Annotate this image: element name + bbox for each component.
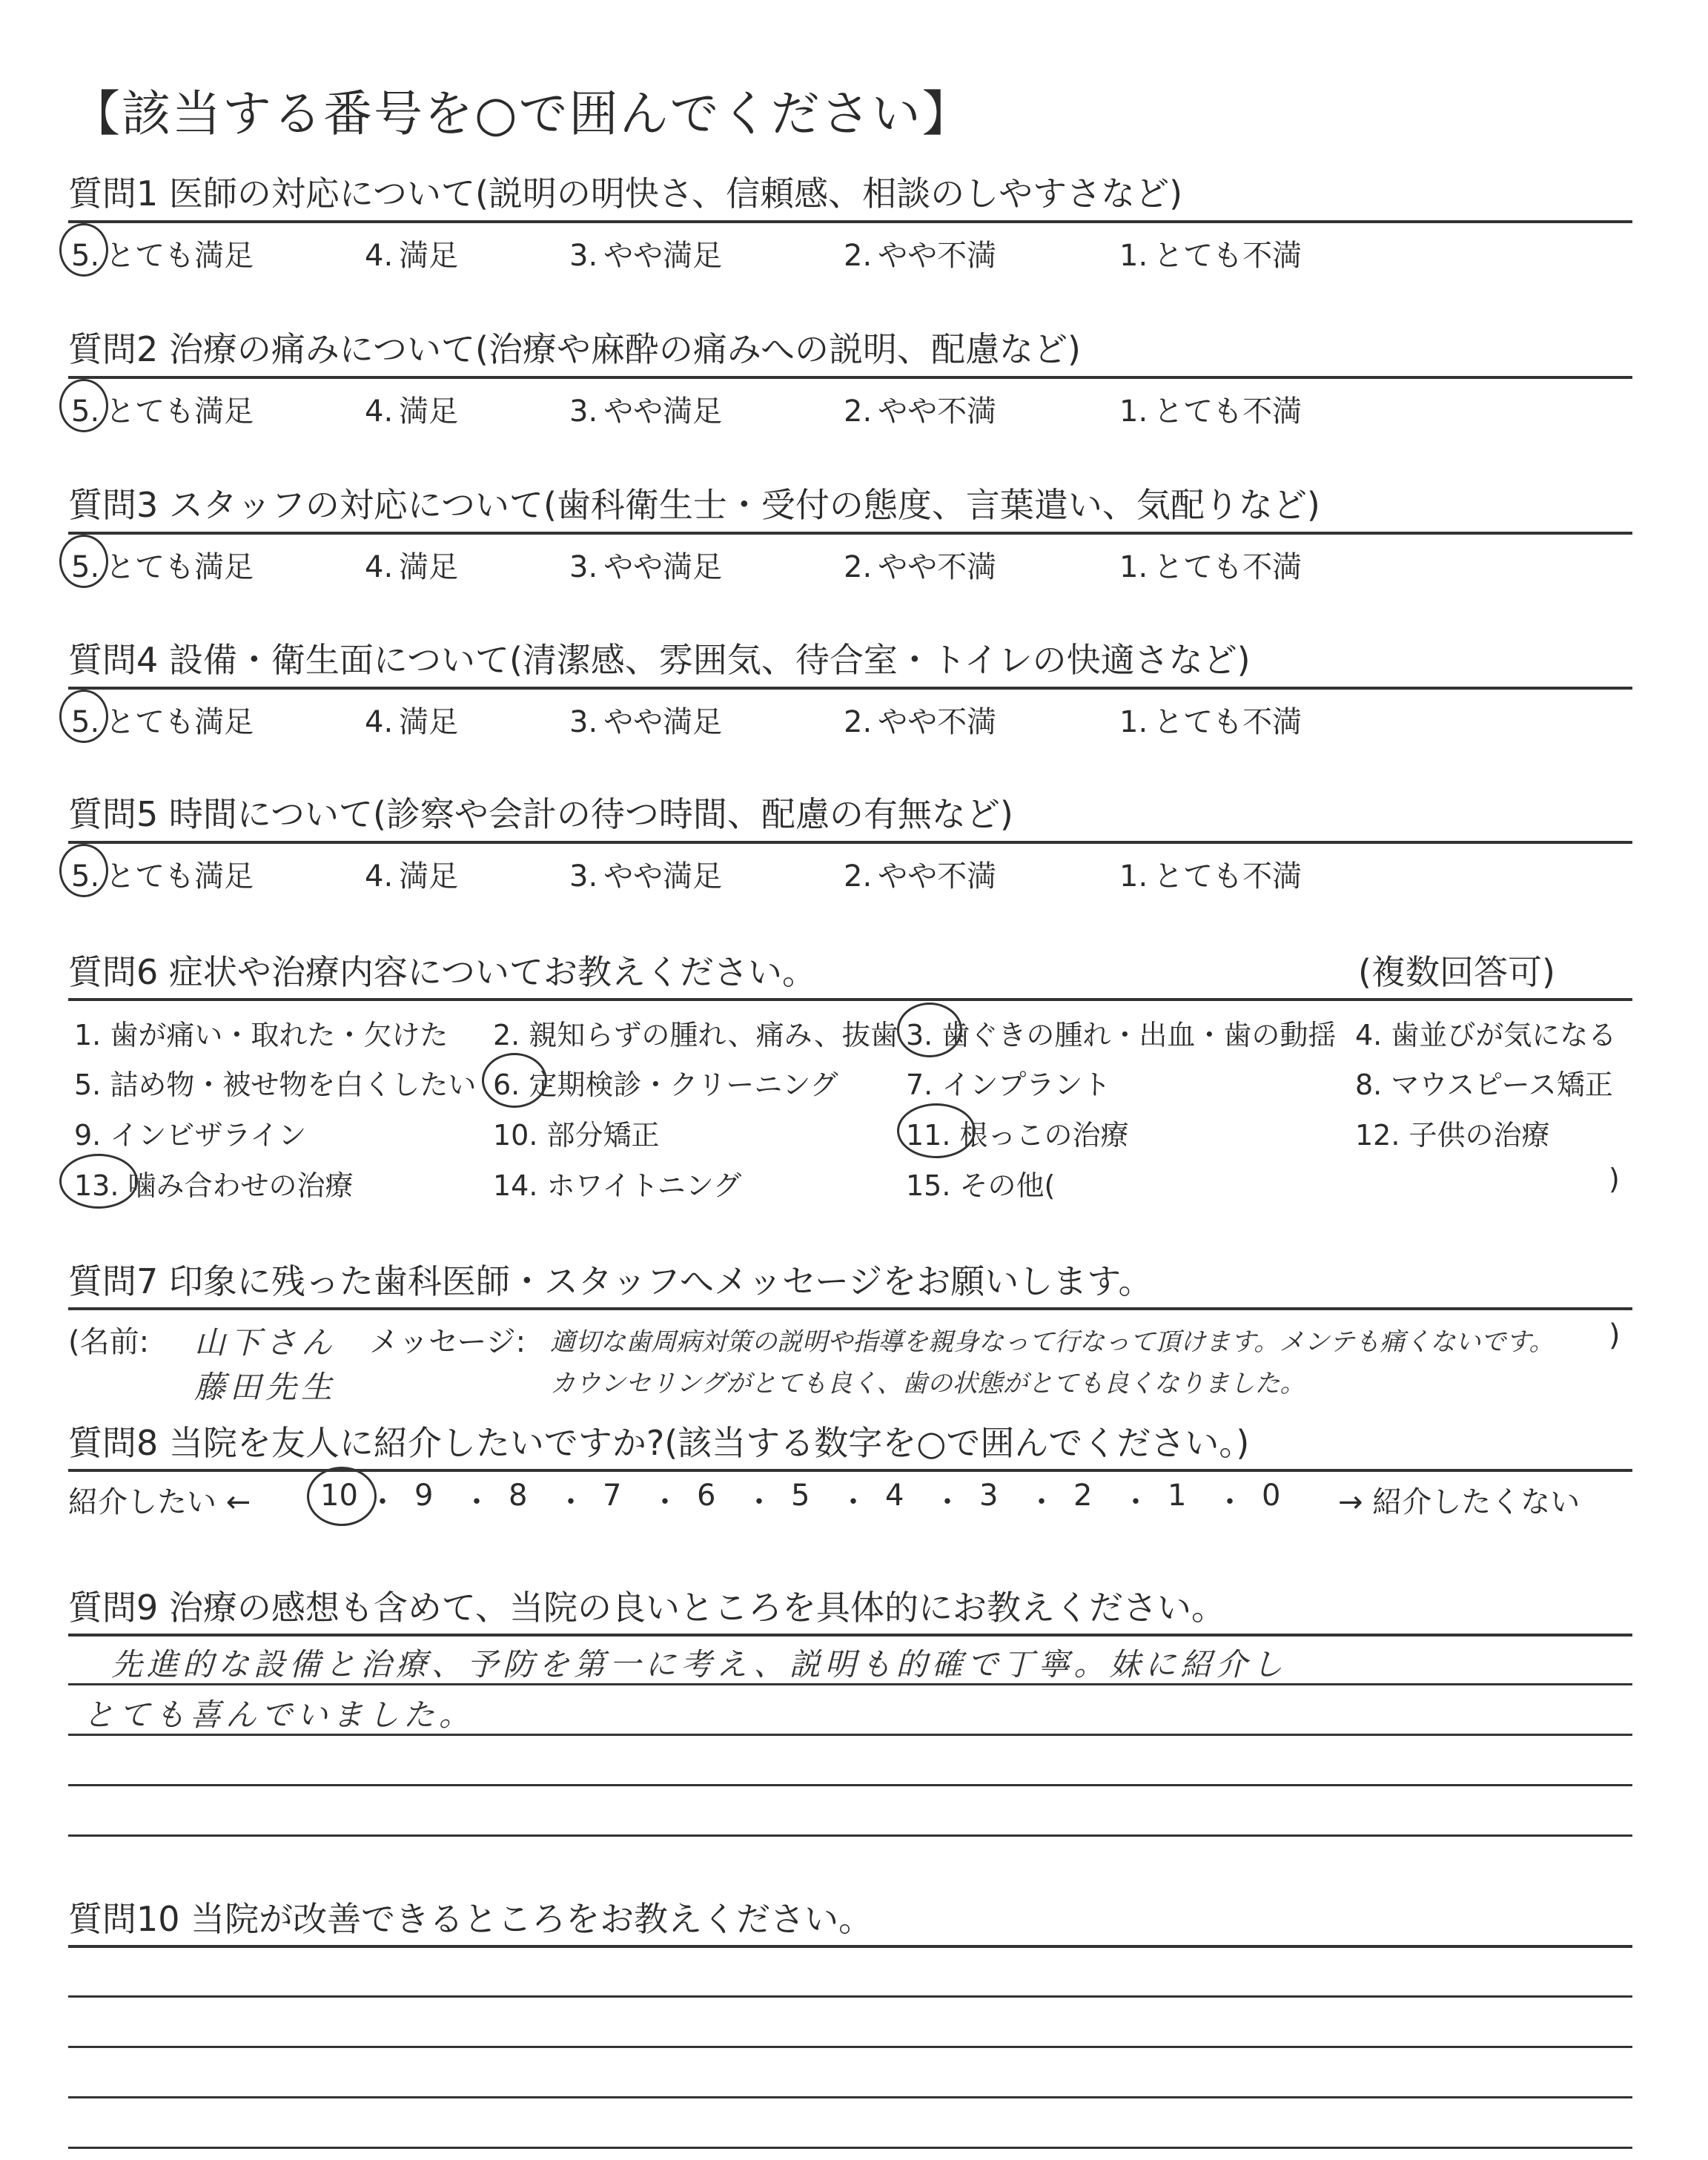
rating-option[interactable]: [844, 388, 996, 430]
q6-selection-circle: [482, 1053, 547, 1108]
q7-message-label: メッセージ:: [369, 1325, 526, 1359]
rating-option-label: やや不満: [878, 394, 997, 429]
rating-option[interactable]: [844, 544, 996, 586]
rating-option-number: 4.: [365, 239, 394, 273]
q5-selection-circle: [59, 844, 108, 897]
rating-option-label: 満足: [399, 394, 459, 429]
q4-selection-circle: [59, 690, 108, 743]
rating-option-label: とても不満: [1153, 859, 1302, 894]
q7-name-handwritten: 藤田先生: [194, 1369, 337, 1405]
q1-selection-circle: [59, 223, 108, 277]
rating-option[interactable]: [569, 388, 722, 430]
rating-option[interactable]: [1119, 388, 1302, 430]
q8-scale-value[interactable]: 2: [1073, 1479, 1093, 1513]
rating-option-label: やや満足: [603, 239, 723, 273]
q6-option[interactable]: 14. ホワイトニング: [493, 1169, 742, 1202]
q4-rule: [68, 687, 1632, 690]
q8-scale-value[interactable]: 3: [979, 1479, 999, 1513]
rating-option[interactable]: [365, 853, 458, 895]
q8-scale-separator: ・: [744, 1485, 774, 1519]
rating-option[interactable]: [569, 232, 722, 274]
q8-scale-value[interactable]: 10: [320, 1479, 358, 1513]
q10-answer-rule: [68, 2096, 1632, 2098]
rating-option-number: 3.: [569, 550, 598, 584]
q7-message-handwritten: 適切な歯周病対策の説明や指導を親身なって行なって頂けます。メンテも痛くないです。: [550, 1327, 1555, 1357]
rating-option-label: 満足: [399, 550, 459, 584]
q6-option[interactable]: 9. インビザライン: [74, 1119, 307, 1152]
q8-scale-separator: ・: [650, 1485, 680, 1519]
rating-option-number: 1.: [1119, 394, 1148, 429]
rating-option-number: 5.: [71, 705, 100, 739]
q7-message-handwritten: カウンセリングがとても良く、歯の状態がとても良くなりました。: [550, 1369, 1305, 1398]
rating-option-number: 2.: [844, 859, 873, 894]
rating-option[interactable]: [1119, 232, 1302, 274]
rating-option-label: とても不満: [1153, 550, 1302, 584]
rating-option[interactable]: [844, 853, 996, 895]
rating-option-number: 2.: [844, 550, 873, 584]
q8-scale-separator: ・: [1215, 1485, 1245, 1519]
q6-option[interactable]: 12. 子供の治療: [1355, 1119, 1550, 1152]
q4-title: 質問4 設備・衛生面について(清潔感、雰囲気、待合室・トイレの快適さなど): [68, 640, 1251, 680]
rating-option-label: とても不満: [1153, 705, 1302, 739]
q8-right-label: → 紹介したくない: [1338, 1485, 1580, 1519]
q6-rule: [68, 998, 1632, 1001]
rating-option-number: 4.: [365, 394, 394, 429]
q8-scale-separator: ・: [933, 1485, 962, 1519]
q5-rule: [68, 841, 1632, 844]
q3-selection-circle: [59, 535, 108, 588]
q10-title: 質問10 当院が改善できるところをお教えください。: [68, 1899, 873, 1939]
q6-option[interactable]: 2. 親知らずの腫れ、痛み、抜歯: [493, 1019, 898, 1051]
q6-option[interactable]: 7. インプラント: [906, 1069, 1111, 1101]
rating-option[interactable]: [365, 232, 458, 274]
rating-option-number: 1.: [1119, 239, 1148, 273]
q8-scale-separator: ・: [838, 1485, 868, 1519]
rating-option-number: 2.: [844, 239, 873, 273]
q6-option[interactable]: 8. マウスピース矯正: [1355, 1069, 1613, 1101]
q8-scale-value[interactable]: 6: [697, 1479, 716, 1513]
q8-scale-separator: ・: [462, 1485, 491, 1519]
q2-title: 質問2 治療の痛みについて(治療や麻酔の痛みへの説明、配慮など): [68, 329, 1081, 369]
rating-option-label: とても不満: [1153, 394, 1302, 429]
q8-scale-value[interactable]: 4: [885, 1479, 904, 1513]
rating-option-number: 4.: [365, 550, 394, 584]
q10-rule: [68, 1945, 1632, 1948]
rating-option-number: 3.: [569, 394, 598, 429]
rating-option-number: 1.: [1119, 550, 1148, 584]
rating-option-label: とても満足: [105, 705, 254, 739]
q6-option-selected[interactable]: 6. 定期検診・クリーニング: [493, 1069, 838, 1101]
q6-note: (複数回答可): [1358, 952, 1555, 992]
rating-option-label: 満足: [399, 705, 459, 739]
q1-title: 質問1 医師の対応について(説明の明快さ、信頼感、相談のしやすさなど): [68, 174, 1183, 214]
rating-option[interactable]: [569, 544, 722, 586]
rating-option-label: とても満足: [105, 394, 254, 429]
q9-answer-rule: [68, 1784, 1632, 1786]
q8-selection-circle: [307, 1467, 377, 1526]
rating-option-number: 1.: [1119, 859, 1148, 894]
rating-option-number: 4.: [365, 705, 394, 739]
rating-option-number: 5.: [71, 239, 100, 273]
q8-left-label: 紹介したい ←: [68, 1485, 251, 1519]
rating-option-label: やや不満: [878, 239, 997, 273]
rating-option-label: やや満足: [603, 394, 723, 429]
rating-option-label: とても満足: [105, 239, 254, 273]
rating-option-number: 3.: [569, 239, 598, 273]
q6-option[interactable]: 15. その他(: [906, 1169, 1056, 1202]
q7-name-label: (名前:: [68, 1325, 150, 1359]
rating-option[interactable]: [365, 388, 458, 430]
q6-selection-circle: [897, 1003, 962, 1057]
rating-option-number: 1.: [1119, 705, 1148, 739]
q1-rule: [68, 220, 1632, 223]
rating-option[interactable]: [569, 698, 722, 741]
q8-rule: [68, 1469, 1632, 1472]
q8-scale-separator: ・: [1027, 1485, 1056, 1519]
rating-option[interactable]: [1119, 853, 1302, 895]
q10-answer-rule: [68, 2147, 1632, 2149]
rating-option-number: 5.: [71, 859, 100, 894]
rating-option[interactable]: [569, 853, 722, 895]
rating-option-label: 満足: [399, 859, 459, 894]
q8-scale-separator: ・: [1121, 1485, 1151, 1519]
q6-option[interactable]: 1. 歯が痛い・取れた・欠けた: [74, 1019, 448, 1051]
q6-option[interactable]: 5. 詰め物・被せ物を白くしたい: [74, 1069, 477, 1101]
rating-option[interactable]: [365, 698, 458, 741]
q6-other-close-paren: ): [1609, 1163, 1620, 1195]
rating-option[interactable]: [844, 698, 996, 741]
q9-answer-rule: [68, 1683, 1632, 1685]
q6-selection-circle: [59, 1154, 138, 1209]
q3-rule: [68, 532, 1632, 535]
q7-rule: [68, 1307, 1632, 1310]
q9-answer-rule: [68, 1734, 1632, 1736]
rating-option[interactable]: [1119, 544, 1302, 586]
q9-answer-line: 先進的な設備と治療、予防を第一に考え、説明も的確で丁寧。妹に紹介し: [111, 1646, 1288, 1682]
q6-title: 質問6 症状や治療内容についてお教えください。: [68, 952, 816, 992]
q9-answer-rule: [68, 1834, 1632, 1837]
q3-title: 質問3 スタッフの対応について(歯科衛生士・受付の態度、言葉遣い、気配りなど): [68, 485, 1320, 525]
q9-title: 質問9 治療の感想も含めて、当院の良いところを具体的にお教えください。: [68, 1588, 1225, 1628]
q5-title: 質問5 時間について(診察や会計の待つ時間、配慮の有無など): [68, 794, 1013, 834]
q8-scale-separator: ・: [556, 1485, 586, 1519]
q8-scale-value[interactable]: 0: [1262, 1479, 1281, 1513]
rating-option-label: とても満足: [105, 859, 254, 894]
q8-scale-value[interactable]: 9: [414, 1479, 434, 1513]
q6-option[interactable]: 10. 部分矯正: [493, 1119, 660, 1152]
rating-option-label: とても満足: [105, 550, 254, 584]
rating-option[interactable]: [844, 232, 996, 274]
rating-option-label: やや満足: [603, 705, 723, 739]
rating-option-number: 5.: [71, 394, 100, 429]
q6-option[interactable]: 4. 歯並びが気になる: [1355, 1019, 1617, 1051]
q9-rule: [68, 1634, 1632, 1636]
q8-scale-value[interactable]: 1: [1168, 1479, 1187, 1513]
rating-option-label: やや不満: [878, 705, 997, 739]
q8-scale-separator: ・: [368, 1485, 397, 1519]
q6-option-selected[interactable]: 11. 根っこの治療: [906, 1119, 1129, 1152]
rating-option-number: 2.: [844, 705, 873, 739]
q2-rule: [68, 376, 1632, 379]
rating-option-number: 3.: [569, 859, 598, 894]
rating-option-label: やや不満: [878, 550, 997, 584]
q6-selection-circle: [897, 1103, 976, 1158]
rating-option-label: やや満足: [603, 550, 723, 584]
q6-option-selected[interactable]: 3. 歯ぐきの腫れ・出血・歯の動揺: [906, 1019, 1337, 1051]
q8-scale-value[interactable]: 8: [509, 1479, 528, 1513]
rating-option-number: 5.: [71, 550, 100, 584]
rating-option-number: 2.: [844, 394, 873, 429]
rating-option-number: 3.: [569, 705, 598, 739]
q8-scale-value[interactable]: 7: [603, 1479, 622, 1513]
q10-answer-rule: [68, 1995, 1632, 1998]
rating-option-label: やや不満: [878, 859, 997, 894]
rating-option[interactable]: [365, 544, 458, 586]
rating-option[interactable]: [1119, 698, 1302, 741]
q7-close-paren: ): [1609, 1318, 1621, 1353]
rating-option-number: 4.: [365, 859, 394, 894]
q2-selection-circle: [59, 379, 108, 432]
rating-option-label: とても不満: [1153, 239, 1302, 273]
page-header: 【該当する番号を○で囲んでください】: [71, 85, 973, 142]
q8-title: 質問8 当院を友人に紹介したいですか?(該当する数字を○で囲んでください。): [68, 1423, 1250, 1463]
q10-answer-rule: [68, 2046, 1632, 2048]
q7-name-handwritten: 山下さん: [194, 1324, 337, 1361]
q7-title: 質問7 印象に残った歯科医師・スタッフへメッセージをお願いします。: [68, 1261, 1153, 1301]
rating-option-label: やや満足: [603, 859, 723, 894]
q6-option-selected[interactable]: 13. 噛み合わせの治療: [74, 1169, 354, 1202]
q8-scale-value[interactable]: 5: [791, 1479, 810, 1513]
rating-option-label: 満足: [399, 239, 459, 273]
q9-answer-line: とても喜んでいました。: [83, 1697, 475, 1733]
